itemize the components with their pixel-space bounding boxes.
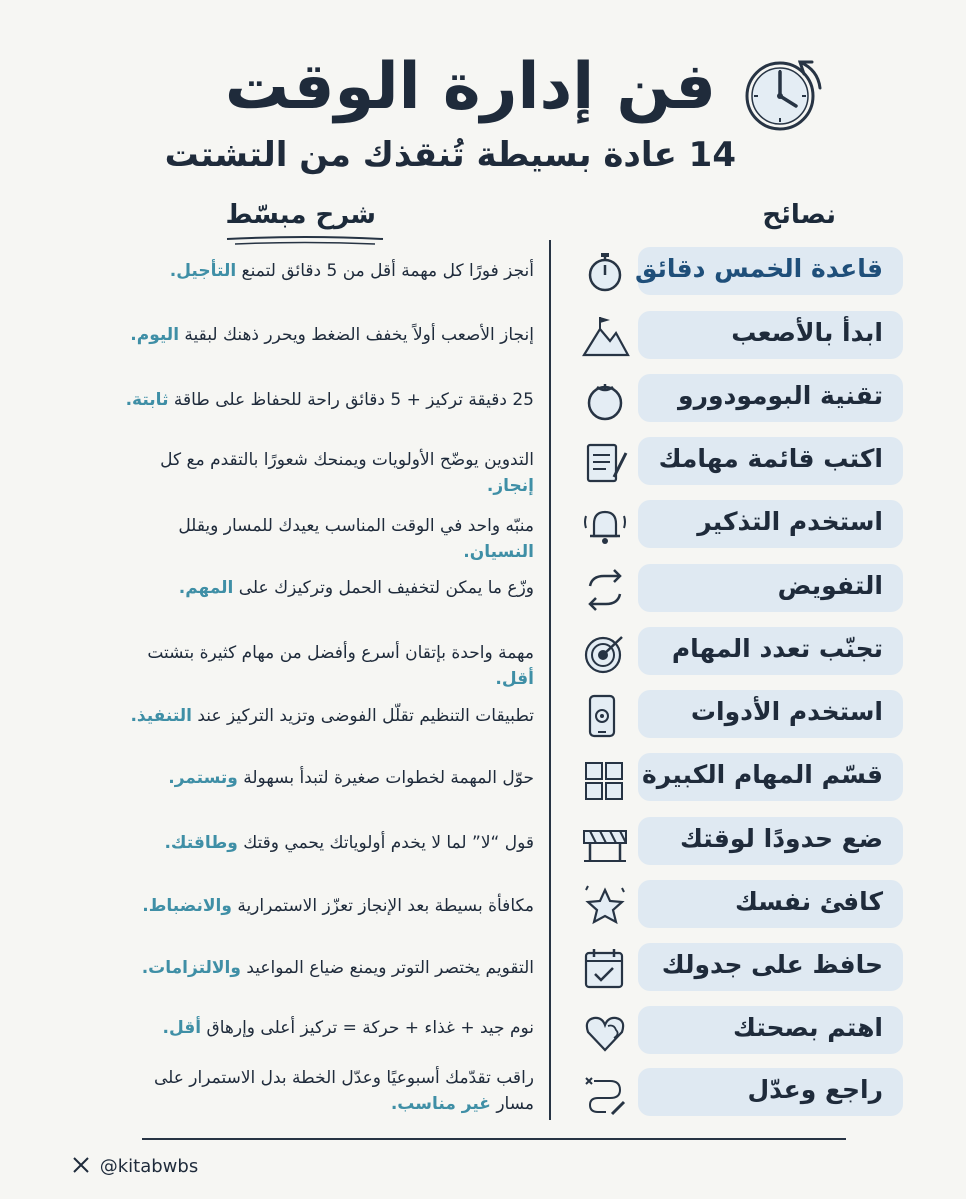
- tip-label: تجنّب تعدد المهام: [671, 634, 883, 663]
- explanation-body: مكافأة بسيطة بعد الإنجاز تعزّز الاستمرارية: [231, 896, 534, 916]
- tip-item: [580, 880, 905, 930]
- tip-item: [580, 374, 905, 424]
- tip-label: التفويض: [777, 571, 883, 600]
- tip-item: [580, 1006, 905, 1056]
- clock-icon: [740, 50, 826, 136]
- tip-item: [580, 247, 905, 297]
- title-underline: [225, 233, 385, 247]
- tip-item: [580, 943, 905, 993]
- explanation-highlight: المهم.: [178, 578, 234, 598]
- explanation-body: وزّع ما يمكن لتخفيف الحمل وتركيزك على: [233, 578, 534, 598]
- exchange-arrows-icon: [580, 566, 630, 612]
- explanation-text: [114, 1015, 534, 1041]
- explanation-body: منبّه واحد في الوقت المناسب يعيدك للمسار ويقلل: [178, 516, 534, 536]
- explanation-body: نوم جيد + غذاء + حركة = تركيز أعلى وإرهاق: [201, 1018, 534, 1038]
- tip-pill: [638, 943, 903, 991]
- explanation-highlight: التأجيل.: [169, 261, 237, 281]
- explanation-highlight: غير مناسب.: [390, 1094, 491, 1114]
- explanation-highlight: إنجاز.: [486, 476, 534, 496]
- explanation-text: [114, 387, 534, 413]
- explanation-highlight: والانضباط.: [142, 896, 232, 916]
- phone-gear-icon: [580, 692, 630, 738]
- tip-pill: [638, 374, 903, 422]
- review-path-icon: [580, 1070, 630, 1116]
- tip-pill: [638, 627, 903, 675]
- explanation-text: [114, 322, 534, 348]
- explanation-body: راقب تقدّمك أسبوعيًا وعدّل الخطة بدل الاستمرار على مسار: [153, 1068, 534, 1114]
- explain-column-title: شرح مبسّط: [225, 200, 376, 230]
- tip-pill: [638, 690, 903, 738]
- explanation-body: التقويم يختصر التوتر ويمنع ضياع المواعيد: [240, 958, 534, 978]
- explanation-highlight: اليوم.: [130, 325, 180, 345]
- calendar-check-icon: [580, 945, 630, 991]
- explanation-text: [114, 447, 534, 499]
- tip-item: [580, 690, 905, 740]
- puzzle-icon: [580, 755, 630, 801]
- explanation-text: [114, 1065, 534, 1117]
- heart-brain-icon: [580, 1008, 630, 1054]
- explanation-text: [114, 703, 534, 729]
- explanation-text: [114, 830, 534, 856]
- tip-label: استخدم الأدوات: [690, 697, 883, 726]
- tip-pill: [638, 817, 903, 865]
- tip-label: حافظ على جدولك: [661, 950, 883, 979]
- tip-pill: [638, 1006, 903, 1054]
- explanation-body: إنجاز الأصعب أولاً يخفف الضغط ويحرر ذهنك لبقية: [179, 325, 534, 345]
- tips-column-title: نصائح: [762, 200, 836, 230]
- explanation-highlight: وطاقتك.: [164, 833, 238, 853]
- tip-pill: [638, 311, 903, 359]
- header: [0, 40, 966, 180]
- tip-pill: [638, 753, 903, 801]
- page-subtitle: 14 عادة بسيطة تُنقذك من التشتت: [164, 135, 736, 175]
- stopwatch-icon: [580, 249, 630, 295]
- explanation-highlight: النسيان.: [463, 542, 534, 562]
- notepad-icon: [580, 439, 630, 485]
- tip-pill: [634, 247, 903, 295]
- tip-pill: [638, 564, 903, 612]
- explanation-body: 25 دقيقة تركيز + 5 دقائق راحة للحفاظ على طاقة: [168, 390, 534, 410]
- tomato-icon: [580, 376, 630, 422]
- tip-item: [580, 1068, 905, 1118]
- explanation-body: حوّل المهمة لخطوات صغيرة لتبدأ بسهولة: [237, 768, 534, 788]
- tip-label: اهتم بصحتك: [733, 1013, 883, 1042]
- tip-item: [580, 627, 905, 677]
- tip-label: قاعدة الخمس دقائق: [634, 254, 883, 283]
- bell-icon: [580, 502, 630, 548]
- tip-item: [580, 500, 905, 550]
- explanation-text: [114, 575, 534, 601]
- tip-label: راجع وعدّل: [747, 1075, 883, 1104]
- tip-label: استخدم التذكير: [697, 507, 883, 536]
- explanation-body: أنجز فورًا كل مهمة أقل من 5 دقائق لتمنع: [236, 261, 534, 281]
- tip-label: اكتب قائمة مهامك: [658, 444, 883, 473]
- explanation-text: [114, 513, 534, 565]
- explanation-body: مهمة واحدة بإتقان أسرع وأفضل من مهام كثيرة بتشتت: [147, 643, 534, 663]
- tip-pill: [638, 880, 903, 928]
- tip-item: [580, 753, 905, 803]
- explanation-highlight: أقل.: [495, 669, 534, 689]
- tip-label: ابدأ بالأصعب: [731, 318, 883, 347]
- star-icon: [580, 882, 630, 928]
- barrier-icon: [580, 819, 630, 865]
- tip-item: [580, 437, 905, 487]
- explanation-highlight: والالتزامات.: [141, 958, 241, 978]
- explanation-text: [114, 640, 534, 692]
- tip-label: ضع حدودًا لوقتك: [680, 824, 883, 853]
- explanation-text: [114, 955, 534, 981]
- tip-item: [580, 311, 905, 361]
- tip-item: [580, 564, 905, 614]
- explanation-body: تطبيقات التنظيم تقلّل الفوضى وتزيد التركيز عند: [191, 706, 534, 726]
- explanation-highlight: وتستمر.: [168, 768, 238, 788]
- footer-divider: [142, 1138, 846, 1140]
- target-icon: [580, 629, 630, 675]
- explanation-highlight: ثابتة.: [125, 390, 169, 410]
- footer-handle: @kitabwbs: [99, 1156, 199, 1177]
- explanation-text: [114, 893, 534, 919]
- tip-label: قسّم المهام الكبيرة: [642, 760, 883, 789]
- x-logo-icon: [72, 1156, 90, 1174]
- page-title: فن إدارة الوقت: [224, 50, 716, 124]
- explanation-text: [114, 258, 534, 284]
- explanation-body: التدوين يوضّح الأولويات ويمنحك شعورًا بالتقدم مع كل: [160, 450, 534, 470]
- tip-pill: [638, 500, 903, 548]
- column-divider: [549, 240, 551, 1120]
- tip-label: كافئ نفسك: [734, 887, 883, 916]
- explanation-highlight: التنفيذ.: [130, 706, 192, 726]
- explanation-text: [114, 765, 534, 791]
- tip-label: تقنية البومودورو: [678, 381, 883, 410]
- tip-pill: [638, 437, 903, 485]
- explanation-body: قول “لا” لما لا يخدم أولوياتك يحمي وقتك: [237, 833, 534, 853]
- footer: [72, 1156, 198, 1177]
- explanation-highlight: أقل.: [162, 1018, 202, 1038]
- mountain-flag-icon: [580, 313, 630, 359]
- tip-item: [580, 817, 905, 867]
- tip-pill: [638, 1068, 903, 1116]
